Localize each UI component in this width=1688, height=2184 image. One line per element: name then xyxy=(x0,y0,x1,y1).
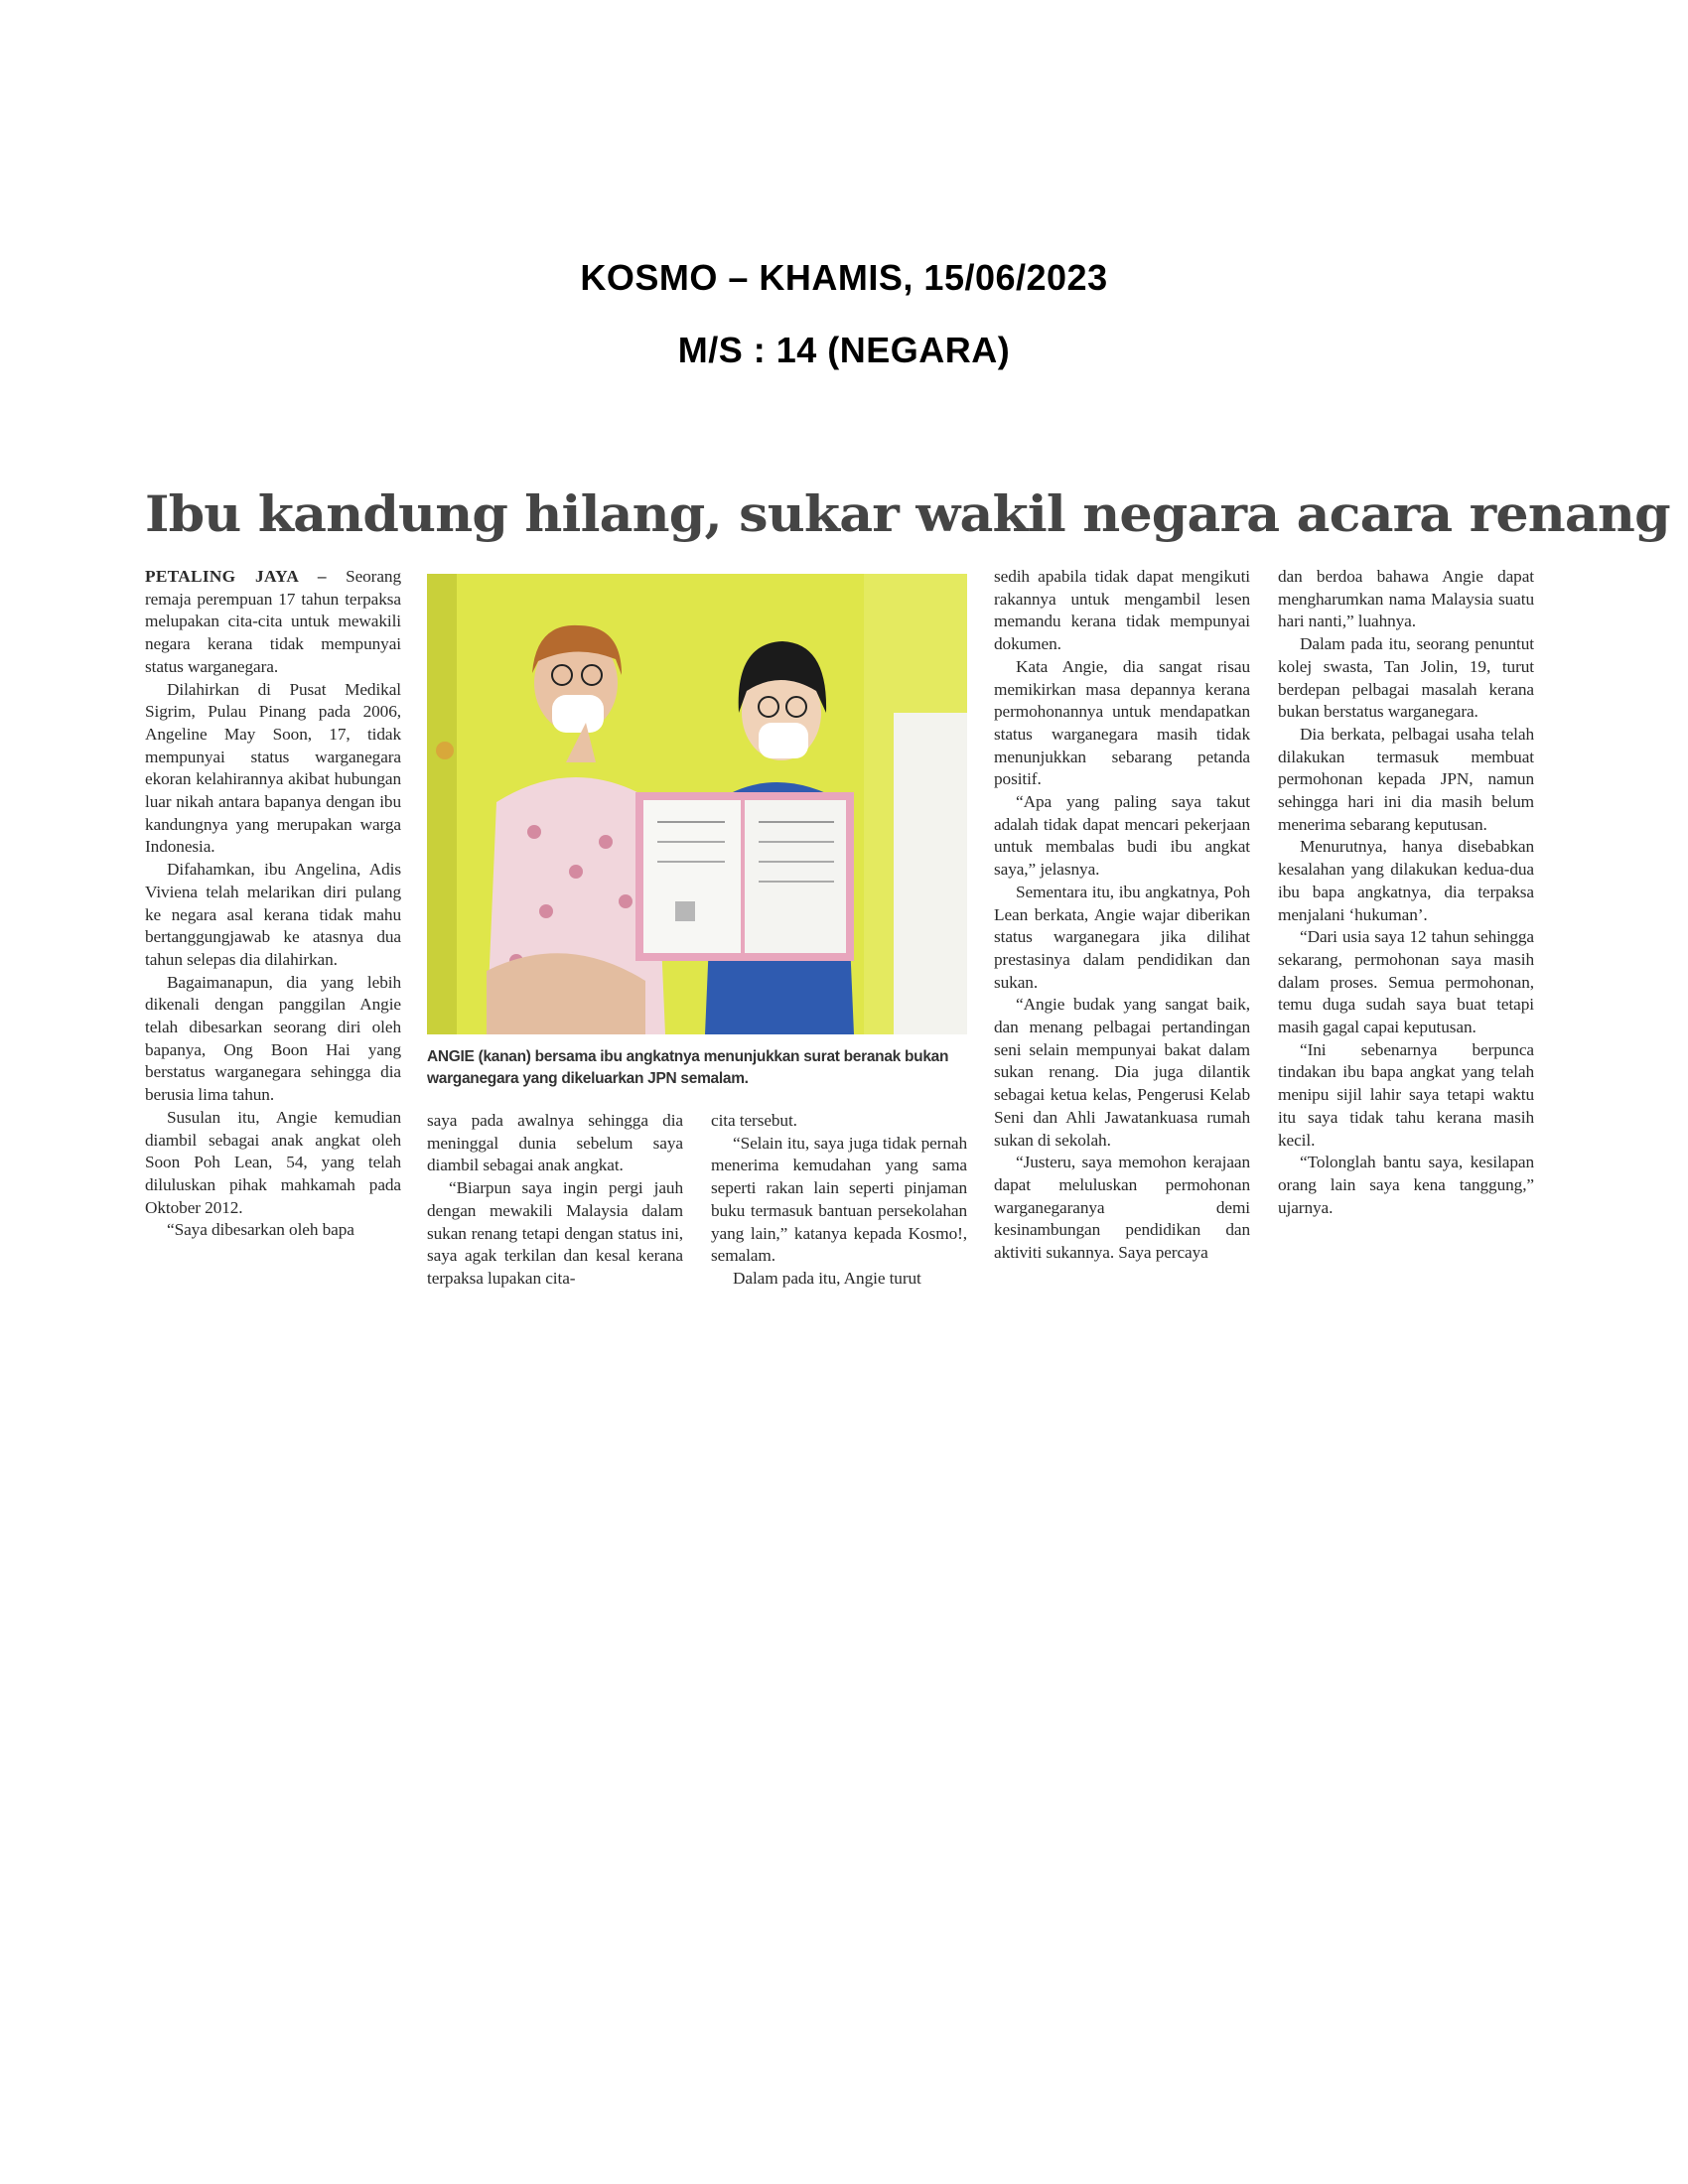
paragraph: “Apa yang paling saya takut adalah tidak dapat mencari pekerjaan untuk membalas budi ibu angkat saya,” jelasnya. xyxy=(994,792,1250,880)
article-column-5 xyxy=(1278,566,1534,1219)
paragraph: “Biarpun saya ingin pergi jauh dengan mewakili Malaysia dalam sukan renang tetapi dengan status ini, saya agak terkilan dan kesal kerana terpaksa lupakan cita- xyxy=(427,1178,683,1288)
paragraph: Susulan itu, Angie kemudian diambil sebagai anak angkat oleh Soon Poh Lean, 54, yang telah diluluskan pihak mahkamah pada Oktober 2012. xyxy=(145,1107,401,1217)
paragraph: “Ini sebenarnya berpunca tindakan ibu bapa angkat yang telah menipu sijil lahir saya tetapi waktu itu saya tidak tahu kerana masih kecil. xyxy=(1278,1039,1534,1150)
paragraph: Kata Angie, dia sangat risau memikirkan masa depannya kerana permohonannya untuk mendapatkan status warganegara masih tidak menunjukkan sebarang petanda positif. xyxy=(994,656,1250,789)
paragraph: “Selain itu, saya juga tidak pernah menerima kemudahan yang sama seperti rakan lain seperti pinjaman buku termasuk bantuan persekolahan yang lain,” katanya kepada Kosmo!, semalam. xyxy=(711,1133,967,1266)
paragraph: “Justeru, saya memohon kerajaan dapat meluluskan permohonan warganegaranya demi kesinambungan pendidikan dan aktiviti sukannya. Saya percaya xyxy=(994,1153,1250,1263)
article-headline: Ibu kandung hilang, sukar wakil negara acara renang xyxy=(145,484,1670,543)
paragraph: Dalam pada itu, seorang penuntut kolej swasta, Tan Jolin, 19, turut berdepan pelbagai masalah kerana bukan berstatus warganegara. xyxy=(1278,634,1534,722)
paragraph: “Dari usia saya 12 tahun sehingga sekarang, permohonan saya masih dalam proses. Semua permohonan, temu duga sudah saya buat tetapi masih gagal capai keputusan. xyxy=(1278,927,1534,1037)
clipping-page-line: M/S : 14 (NEGARA) xyxy=(677,330,1011,370)
paragraph: Difahamkan, ibu Angelina, Adis Viviena telah melarikan diri pulang ke negara asal kerana tidak mahu bertanggungjawab ke atasnya dua tahun selepas dia dilahirkan. xyxy=(145,860,401,969)
paragraph: “Angie budak yang sangat baik, dan menang pelbagai pertandingan seni selain mempunyai bakat dalam sukan renang. Dia juga dilantik sebagai ketua kelas, Pengerusi Kelab Seni dan Ahli Jawatankuasa rumah sukan di sekolah. xyxy=(994,995,1250,1150)
lead-paragraph xyxy=(145,566,401,679)
article-column-3 xyxy=(711,1110,967,1291)
paragraph: Dalam pada itu, Angie turut xyxy=(733,1268,921,1288)
article-column-4 xyxy=(994,566,1250,1265)
paragraph: “Tolonglah bantu saya, kesilapan orang lain saya kena tanggung,” ujarnya. xyxy=(1278,1153,1534,1217)
clipping-source-line: KOSMO – KHAMIS, 15/06/2023 xyxy=(580,257,1108,298)
photo-caption: ANGIE (kanan) bersama ibu angkatnya menunjukkan surat beranak bukan warganegara yang dikeluarkan JPN semalam. xyxy=(427,1048,949,1087)
paragraph: cita tersebut. xyxy=(711,1111,797,1130)
paragraph: saya pada awalnya sehingga dia meninggal dunia sebelum saya diambil sebagai anak angkat. xyxy=(427,1111,683,1175)
paragraph: Dilahirkan di Pusat Medikal Sigrim, Pulau Pinang pada 2006, Angeline May Soon, 17, tidak mempunyai status warganegara ekoran kelahirannya akibat hubungan luar nikah antara bapanya dengan ibu kandungnya yang merupakan warga Indonesia. xyxy=(145,679,401,857)
article-photo xyxy=(427,574,967,1034)
article-column-2 xyxy=(427,1110,683,1291)
paragraph-text: Seorang remaja perempuan 17 tahun terpaksa melupakan cita-cita untuk mewakili negara kerana tidak mempunyai status warganegara. xyxy=(145,567,401,676)
paragraph: sedih apabila tidak dapat mengikuti rakannya untuk mengambil lesen memandu kerana tidak mempunyai dokumen. xyxy=(994,567,1250,654)
photo-illustration xyxy=(427,574,967,1034)
dateline: PETALING JAYA – xyxy=(145,567,327,586)
paragraph: dan berdoa bahawa Angie dapat mengharumkan nama Malaysia suatu hari nanti,” luahnya. xyxy=(1278,567,1534,631)
article-column-1 xyxy=(145,566,401,1242)
paragraph: “Saya dibesarkan oleh bapa xyxy=(167,1220,354,1240)
paragraph: Bagaimanapun, dia yang lebih dikenali dengan panggilan Angie telah dibesarkan seorang diri oleh bapanya, Ong Boon Hai yang berstatus warganegara sehingga dia berusia lima tahun. xyxy=(145,972,401,1105)
paragraph: Dia berkata, pelbagai usaha telah dilakukan termasuk membuat permohonan kepada JPN, namun sehingga hari ini dia masih belum menerima sebarang keputusan. xyxy=(1278,724,1534,834)
paragraph: Menurutnya, hanya disebabkan kesalahan yang dilakukan kedua-dua ibu bapa angkatnya, dia terpaksa menjalani ‘hukuman’. xyxy=(1278,837,1534,924)
paragraph: Sementara itu, ibu angkatnya, Poh Lean berkata, Angie wajar diberikan status warganegara jika dilihat prestasinya dalam pendidikan dan sukan. xyxy=(994,882,1250,992)
